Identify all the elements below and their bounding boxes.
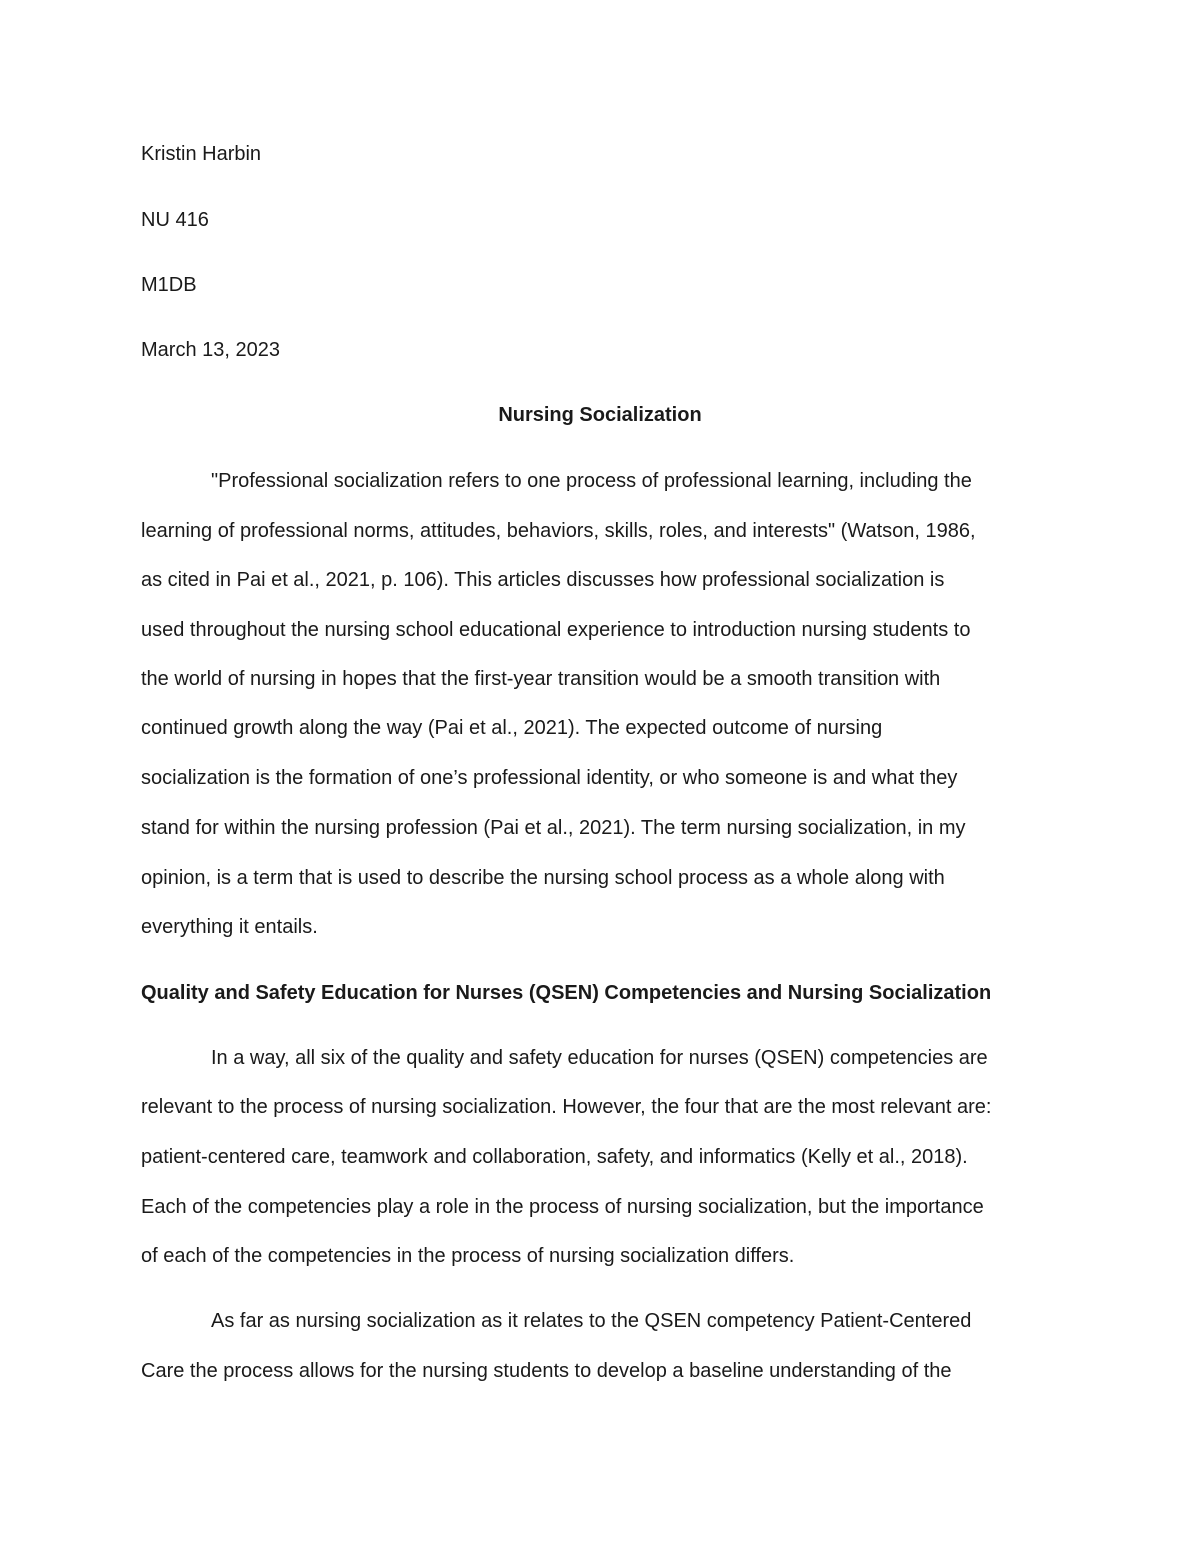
intro-line: everything it entails. [141,916,318,938]
document-title: Nursing Socialization [498,404,702,426]
author-name: Kristin Harbin [141,143,262,165]
paragraph3-line: As far as nursing socialization as it relates to the QSEN competency Patient-Centered [211,1310,972,1332]
intro-line: stand for within the nursing profession (Pai et al., 2021). The term nursing socialization, in my [141,817,966,839]
intro-line: the world of nursing in hopes that the first-year transition would be a smooth transition with [141,668,941,690]
paragraph2-line: patient-centered care, teamwork and collaboration, safety, and informatics (Kelly et al., 2018). [141,1146,968,1168]
course-number: NU 416 [141,209,209,231]
intro-line: opinion, is a term that is used to describe the nursing school process as a whole along with [141,867,945,889]
assignment-code: M1DB [141,274,197,296]
paragraph3-line: Care the process allows for the nursing students to develop a baseline understanding of the [141,1360,952,1382]
intro-line: "Professional socialization refers to one process of professional learning, including the [211,470,972,492]
paragraph2-line: of each of the competencies in the process of nursing socialization differs. [141,1245,795,1267]
intro-line: continued growth along the way (Pai et al., 2021). The expected outcome of nursing [141,717,883,739]
document-date: March 13, 2023 [141,339,280,361]
intro-line: learning of professional norms, attitudes, behaviors, skills, roles, and interests" (Watson, 1986, [141,520,976,542]
intro-line: socialization is the formation of one’s professional identity, or who someone is and what they [141,767,958,789]
paragraph2-line: In a way, all six of the quality and safety education for nurses (QSEN) competencies are [211,1047,988,1069]
paragraph2-line: Each of the competencies play a role in the process of nursing socialization, but the importance [141,1196,984,1218]
intro-line: as cited in Pai et al., 2021, p. 106). This articles discusses how professional socialization is [141,569,945,591]
intro-line: used throughout the nursing school educational experience to introduction nursing students to [141,619,971,641]
section-heading: Quality and Safety Education for Nurses (QSEN) Competencies and Nursing Socialization [141,982,992,1004]
paragraph2-line: relevant to the process of nursing socialization. However, the four that are the most relevant are: [141,1096,992,1118]
